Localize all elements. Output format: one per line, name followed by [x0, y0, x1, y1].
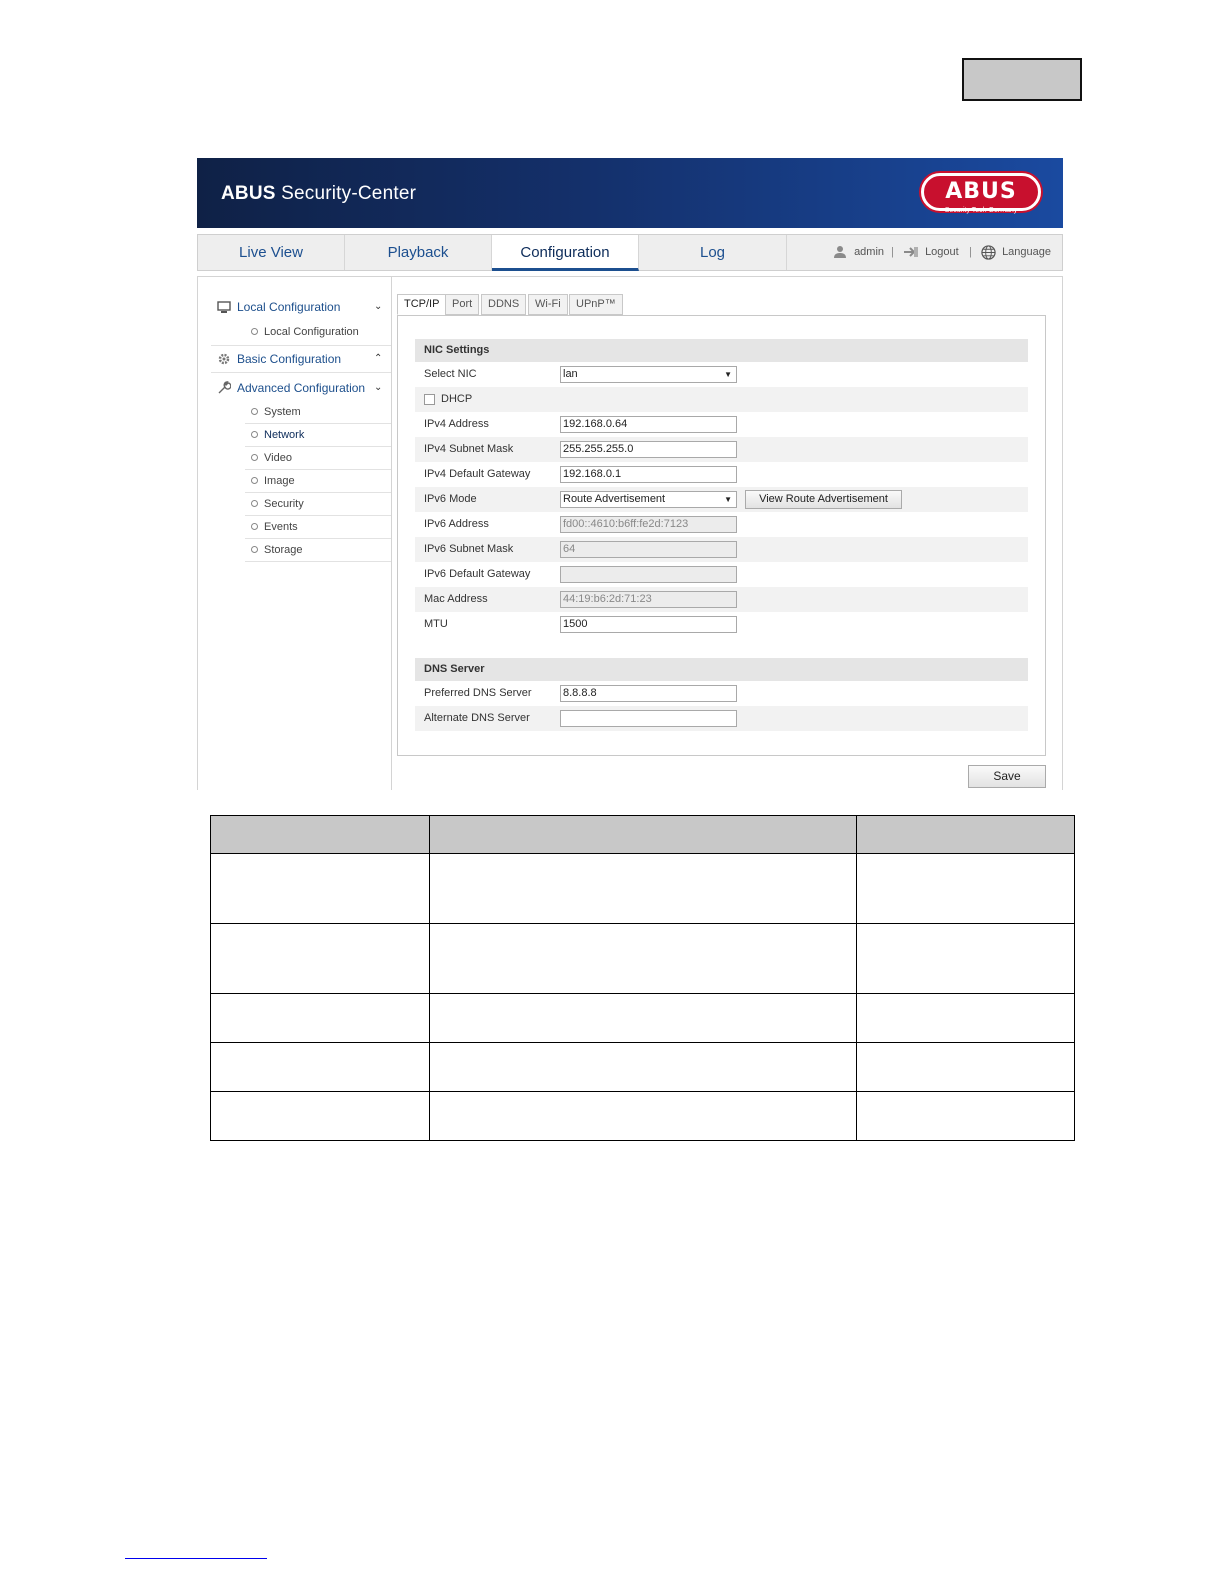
ipv6-gateway-row: IPv6 Default Gateway	[415, 562, 1028, 587]
bullet-icon	[251, 454, 258, 461]
gear-icon	[217, 352, 231, 366]
ipv4-mask-row: IPv4 Subnet Mask 255.255.255.0	[415, 437, 1028, 462]
globe-icon	[981, 245, 996, 260]
table-row	[211, 924, 1075, 994]
sidebar-item-image[interactable]: Image	[245, 471, 391, 493]
dns-server-header: DNS Server	[415, 658, 1028, 681]
dhcp-row: DHCP	[415, 387, 1028, 412]
language-link[interactable]	[981, 235, 1051, 270]
tab-configuration[interactable]: Configuration	[492, 235, 639, 271]
screenshot-frame	[197, 158, 1063, 790]
wrench-icon	[217, 381, 231, 395]
tab-wifi[interactable]: Wi-Fi	[528, 294, 568, 315]
abus-logo: ABUS	[921, 173, 1041, 211]
logout-link[interactable]	[903, 235, 959, 270]
sidebar-advanced-configuration[interactable]: Advanced Configuration ⌄	[217, 378, 391, 398]
ipv6-mode-dropdown[interactable]: Route Advertisement ▼	[560, 491, 737, 508]
language-label: Language	[1002, 246, 1052, 258]
ipv4-address-input[interactable]: 192.168.0.64	[560, 416, 737, 433]
table-cell	[429, 1092, 857, 1141]
ipv6-mask-row: IPv6 Subnet Mask 64	[415, 537, 1028, 562]
divider	[211, 372, 391, 373]
table-cell	[857, 854, 1075, 924]
sidebar-local-configuration[interactable]: Local Configuration ⌄	[217, 297, 391, 317]
sidebar-item-network[interactable]: Network	[245, 425, 391, 447]
table-header-row	[211, 816, 1075, 854]
sidebar-item-video[interactable]: Video	[245, 448, 391, 470]
mtu-input[interactable]: 1500	[560, 616, 737, 633]
table-cell	[429, 994, 857, 1043]
sidebar-item-local-configuration[interactable]: Local Configuration	[245, 322, 391, 344]
table-cell	[857, 1043, 1075, 1092]
tab-port[interactable]: Port	[445, 294, 479, 315]
user-link[interactable]	[833, 235, 884, 270]
table-row	[211, 1043, 1075, 1092]
main-nav	[197, 234, 1063, 271]
table-header-cell	[211, 816, 430, 854]
table-cell	[429, 854, 857, 924]
chevron-down-icon: ⌄	[374, 301, 383, 312]
description-table	[210, 815, 1075, 1141]
table-row	[211, 994, 1075, 1043]
table-cell	[857, 1092, 1075, 1141]
table-cell	[857, 994, 1075, 1043]
chevron-up-icon: ⌃	[374, 353, 383, 364]
tab-log[interactable]: Log	[639, 235, 787, 270]
nav-separator: |	[891, 246, 894, 258]
logout-icon	[903, 246, 919, 258]
table-row	[211, 854, 1075, 924]
ipv4-address-row: IPv4 Address 192.168.0.64	[415, 412, 1028, 437]
bullet-icon	[251, 431, 258, 438]
sidebar-divider	[391, 276, 392, 790]
sidebar-item-events[interactable]: Events	[245, 517, 391, 539]
table-cell	[429, 924, 857, 994]
table-header-cell	[857, 816, 1075, 854]
bullet-icon	[251, 408, 258, 415]
table-row	[211, 1092, 1075, 1141]
user-name: admin	[854, 246, 885, 258]
table-header-cell	[429, 816, 857, 854]
tab-live-view[interactable]: Live View	[198, 235, 345, 270]
chevron-down-icon: ⌄	[374, 382, 383, 393]
user-icon	[833, 245, 847, 259]
mtu-row: MTU 1500	[415, 612, 1028, 637]
tab-ddns[interactable]: DDNS	[481, 294, 526, 315]
app-title: ABUS Security-Center	[221, 183, 417, 204]
logo-tagline: Security Tech Germany	[944, 207, 1018, 214]
bullet-icon	[251, 546, 258, 553]
mac-address-row: Mac Address 44:19:b6:2d:71:23	[415, 587, 1028, 612]
ipv6-gateway-input	[560, 566, 737, 583]
bullet-icon	[251, 523, 258, 530]
footer-link-underline[interactable]	[125, 1558, 267, 1559]
ipv4-gateway-row: IPv4 Default Gateway 192.168.0.1	[415, 462, 1028, 487]
page-header-box	[962, 58, 1082, 101]
mac-address-input: 44:19:b6:2d:71:23	[560, 591, 737, 608]
divider	[211, 345, 391, 346]
tab-playback[interactable]: Playback	[345, 235, 492, 270]
table-cell	[211, 994, 430, 1043]
table-cell	[211, 924, 430, 994]
table-cell	[211, 1043, 430, 1092]
sidebar-item-system[interactable]: System	[245, 402, 391, 424]
select-nic-dropdown[interactable]: lan ▼	[560, 366, 737, 383]
ipv6-address-input: fd00::4610:b6ff:fe2d:7123	[560, 516, 737, 533]
preferred-dns-row: Preferred DNS Server 8.8.8.8	[415, 681, 1028, 706]
dhcp-checkbox[interactable]	[424, 394, 435, 405]
tab-tcpip[interactable]: TCP/IP	[397, 294, 446, 315]
preferred-dns-input[interactable]: 8.8.8.8	[560, 685, 737, 702]
table-cell	[429, 1043, 857, 1092]
ipv6-mode-row: IPv6 Mode Route Advertisement ▼ View Route Advertisement	[415, 487, 1028, 512]
bullet-icon	[251, 328, 258, 335]
view-route-advertisement-button[interactable]: View Route Advertisement	[745, 490, 902, 509]
alternate-dns-row: Alternate DNS Server	[415, 706, 1028, 731]
ipv4-gateway-input[interactable]: 192.168.0.1	[560, 466, 737, 483]
nic-settings-header: NIC Settings	[415, 339, 1028, 362]
select-nic-row: Select NIC lan ▼	[415, 362, 1028, 387]
bullet-icon	[251, 477, 258, 484]
sidebar-item-storage[interactable]: Storage	[245, 540, 391, 562]
monitor-icon	[217, 300, 231, 314]
sidebar-basic-configuration[interactable]: Basic Configuration ⌃	[217, 349, 391, 369]
sidebar-item-security[interactable]: Security	[245, 494, 391, 516]
table-cell	[211, 1092, 430, 1141]
table-cell	[211, 854, 430, 924]
nav-separator: |	[969, 246, 972, 258]
ipv6-mask-input: 64	[560, 541, 737, 558]
header-banner	[197, 158, 1063, 228]
save-button[interactable]: Save	[968, 765, 1046, 788]
table-cell	[857, 924, 1075, 994]
bullet-icon	[251, 500, 258, 507]
tab-upnp[interactable]: UPnP™	[569, 294, 623, 315]
ipv4-mask-input[interactable]: 255.255.255.0	[560, 441, 737, 458]
ipv6-address-row: IPv6 Address fd00::4610:b6ff:fe2d:7123	[415, 512, 1028, 537]
logout-label: Logout	[925, 246, 959, 258]
alternate-dns-input[interactable]	[560, 710, 737, 727]
